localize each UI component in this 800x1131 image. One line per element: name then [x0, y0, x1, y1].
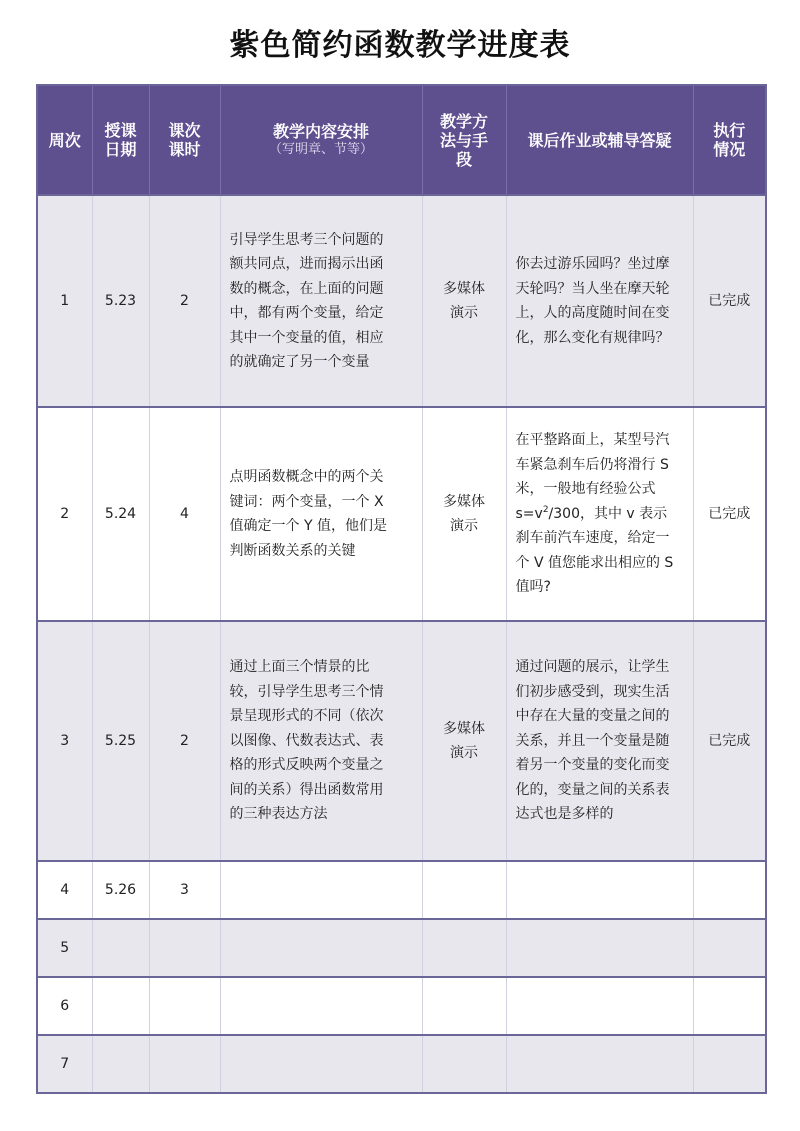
header-method: 教学方法与手段 — [422, 85, 506, 195]
table-row — [37, 621, 766, 861]
cell-content: 点明函数概念中的两个关键词：两个变量，一个 X 值确定一个 Y 值，他们是判断函数关系的关键 — [220, 407, 422, 621]
cell-content — [220, 1035, 422, 1093]
cell-hours: 3 — [149, 861, 220, 919]
cell-hours — [149, 1035, 220, 1093]
cell-status — [693, 977, 766, 1035]
cell-hours — [149, 919, 220, 977]
table-row — [37, 195, 766, 407]
cell-method — [422, 1035, 506, 1093]
cell-content — [220, 861, 422, 919]
cell-method: 多媒体演示 — [422, 407, 506, 621]
cell-status — [693, 919, 766, 977]
cell-week: 1 — [37, 195, 92, 407]
cell-content: 通过上面三个情景的比较，引导学生思考三个情景呈现形式的不同（依次以图像、代数表达式、表格的形式反映两个变量之间的关系）得出函数常用的三种表达方法 — [220, 621, 422, 861]
page-title: 紫色简约函数教学进度表 — [229, 28, 571, 63]
header-week: 周次 — [37, 85, 92, 195]
cell-hours: 4 — [149, 407, 220, 621]
cell-content: 引导学生思考三个问题的额共同点，进而揭示出函数的概念，在上面的问题中，都有两个变量，给定其中一个变量的值，相应的就确定了另一个变量 — [220, 195, 422, 407]
cell-hours: 2 — [149, 621, 220, 861]
table-row — [37, 407, 766, 621]
cell-content — [220, 919, 422, 977]
table-header-row — [37, 85, 766, 195]
cell-week: 3 — [37, 621, 92, 861]
header-status: 执行情况 — [693, 85, 766, 195]
header-date: 授课日期 — [92, 85, 149, 195]
table-row — [37, 1035, 766, 1093]
cell-content — [220, 977, 422, 1035]
cell-date — [92, 977, 149, 1035]
cell-week: 4 — [37, 861, 92, 919]
cell-status — [693, 1035, 766, 1093]
cell-week: 6 — [37, 977, 92, 1035]
cell-hours: 2 — [149, 195, 220, 407]
cell-date — [92, 1035, 149, 1093]
cell-date: 5.26 — [92, 861, 149, 919]
formula-superscript: 2 — [542, 504, 549, 515]
header-hours: 课次课时 — [149, 85, 220, 195]
cell-method — [422, 861, 506, 919]
cell-week: 2 — [37, 407, 92, 621]
cell-hours — [149, 977, 220, 1035]
header-homework: 课后作业或辅导答疑 — [506, 85, 693, 195]
cell-date: 5.23 — [92, 195, 149, 407]
cell-method — [422, 919, 506, 977]
cell-homework — [506, 861, 693, 919]
header-content: 教学内容安排 （写明章、节等） — [220, 85, 422, 195]
cell-method: 多媒体演示 — [422, 621, 506, 861]
teaching-schedule-table — [36, 84, 767, 1094]
cell-method — [422, 977, 506, 1035]
cell-homework — [506, 1035, 693, 1093]
cell-status: 已完成 — [693, 621, 766, 861]
cell-status — [693, 861, 766, 919]
table-row — [37, 919, 766, 977]
cell-date: 5.25 — [92, 621, 149, 861]
cell-week: 5 — [37, 919, 92, 977]
table-row — [37, 977, 766, 1035]
cell-homework: 在平整路面上，某型号汽车紧急刹车后仍将滑行 S 米，一般地有经验公式 $s=v^2/300$，其中 v 表示刹车前汽车速度，给定一个 V 值您能求出相应的 S 值吗? — [506, 407, 693, 621]
cell-homework — [506, 977, 693, 1035]
cell-date — [92, 919, 149, 977]
cell-homework: 通过问题的展示，让学生们初步感受到，现实生活中存在大量的变量之间的关系，并且一个变量是随着另一个变量的变化而变化的，变量之间的关系表达式也是多样的 — [506, 621, 693, 861]
cell-status: 已完成 — [693, 195, 766, 407]
cell-status: 已完成 — [693, 407, 766, 621]
cell-date: 5.24 — [92, 407, 149, 621]
table-row — [37, 861, 766, 919]
cell-method: 多媒体演示 — [422, 195, 506, 407]
header-content-note: （写明章、节等） — [268, 141, 373, 157]
cell-homework: 你去过游乐园吗？坐过摩天轮吗？当人坐在摩天轮上，人的高度随时间在变化，那么变化有规律吗？ — [506, 195, 693, 407]
cell-homework — [506, 919, 693, 977]
cell-week: 7 — [37, 1035, 92, 1093]
